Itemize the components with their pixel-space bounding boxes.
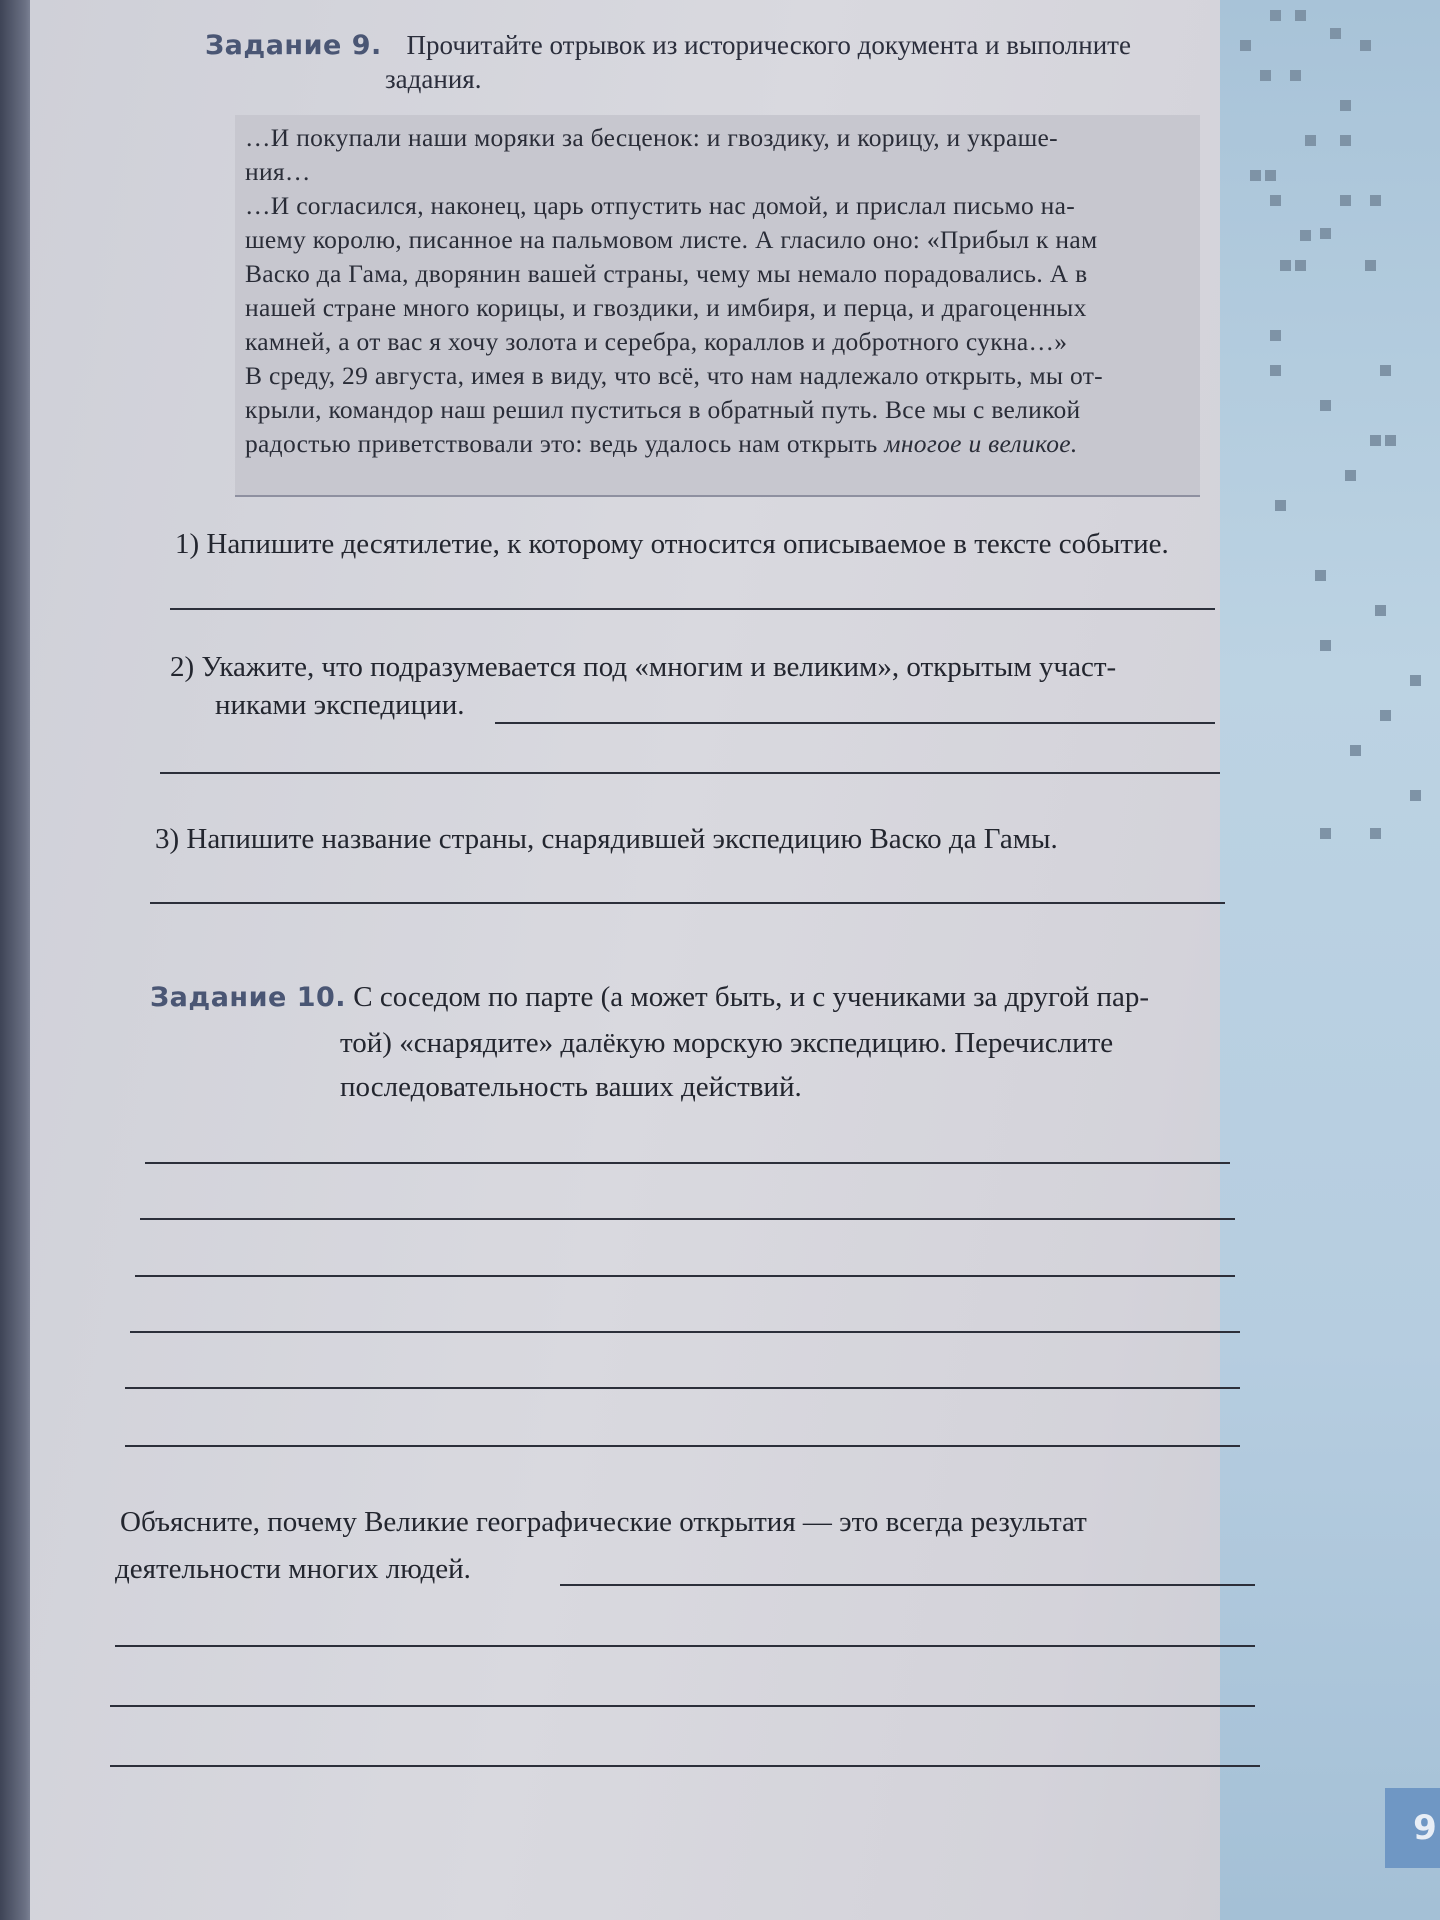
decorative-side-stripe <box>1220 0 1440 1920</box>
answer-line[interactable] <box>110 1705 1255 1707</box>
source-line: шему королю, писанное на пальмовом листе. А гласило оно: «Прибыл к нам <box>245 225 1098 254</box>
source-line: нашей стране много корицы, и гвоздики, и имбиря, и перца, и драгоценных <box>245 293 1087 322</box>
historical-document-excerpt <box>235 115 1200 497</box>
explain-question: Объясните, почему Великие географические открытия — это всегда результат <box>120 1506 1087 1538</box>
answer-line[interactable] <box>160 772 1220 774</box>
task-9-instruction-cont: задания. <box>385 64 482 94</box>
answer-line[interactable] <box>135 1275 1235 1277</box>
task-10-header <box>150 978 1149 1017</box>
task-9-label: Задание 9. <box>205 30 382 61</box>
answer-line[interactable] <box>110 1765 1260 1767</box>
source-line: крыли, командор наш решил пуститься в обратный путь. Все мы с великой <box>245 395 1081 424</box>
task-10-text-cont: последовательность ваших действий. <box>340 1071 802 1103</box>
answer-line[interactable] <box>140 1218 1235 1220</box>
source-last-italic: многое и великое. <box>884 429 1078 458</box>
source-line: В среду, 29 августа, имея в виду, что всё, что нам надлежало открыть, мы от- <box>245 361 1103 390</box>
task-10-text-cont: той) «снарядите» далёкую морскую экспедицию. Перечислите <box>340 1027 1114 1059</box>
task-10-text: С соседом по парте (а может быть, и с учениками за другой пар- <box>353 981 1150 1013</box>
question-2-cont: никами экспедиции. <box>215 689 465 721</box>
task-10-label: Задание 10. <box>150 982 347 1013</box>
explain-question-cont: деятельности многих людей. <box>115 1553 471 1585</box>
question-1: 1) Напишите десятилетие, к которому относится описываемое в тексте событие. <box>175 528 1169 560</box>
page-number: 9 <box>1385 1788 1440 1868</box>
answer-line[interactable] <box>170 608 1215 610</box>
source-line: ния… <box>245 157 311 186</box>
answer-line[interactable] <box>150 902 1225 904</box>
source-line: камней, а от вас я хочу золота и серебра, кораллов и добротного сукна…» <box>245 327 1068 356</box>
answer-line[interactable] <box>125 1445 1240 1447</box>
task-9-header <box>205 28 1131 63</box>
source-line: …И согласился, наконец, царь отпустить нас домой, и прислал письмо на- <box>245 191 1076 220</box>
source-line-last <box>245 427 1200 461</box>
source-last-text: радостью приветствовали это: ведь удалось нам открыть <box>245 429 885 458</box>
answer-line[interactable] <box>145 1162 1230 1164</box>
question-2: 2) Укажите, что подразумевается под «многим и великим», открытым участ- <box>170 651 1117 683</box>
answer-line[interactable] <box>115 1645 1255 1647</box>
answer-line[interactable] <box>495 722 1215 724</box>
answer-line[interactable] <box>560 1584 1255 1586</box>
question-3: 3) Напишите название страны, снарядившей экспедицию Васко да Гамы. <box>155 823 1058 855</box>
workbook-page <box>30 0 1440 1920</box>
answer-line[interactable] <box>130 1331 1240 1333</box>
source-line: Васко да Гама, дворянин вашей страны, чему мы немало порадовались. А в <box>245 259 1088 288</box>
source-line: …И покупали наши моряки за бесценок: и гвоздику, и корицу, и украше- <box>245 123 1058 152</box>
task-9-instruction: Прочитайте отрывок из исторического документа и выполните <box>406 30 1131 60</box>
answer-line[interactable] <box>125 1387 1240 1389</box>
